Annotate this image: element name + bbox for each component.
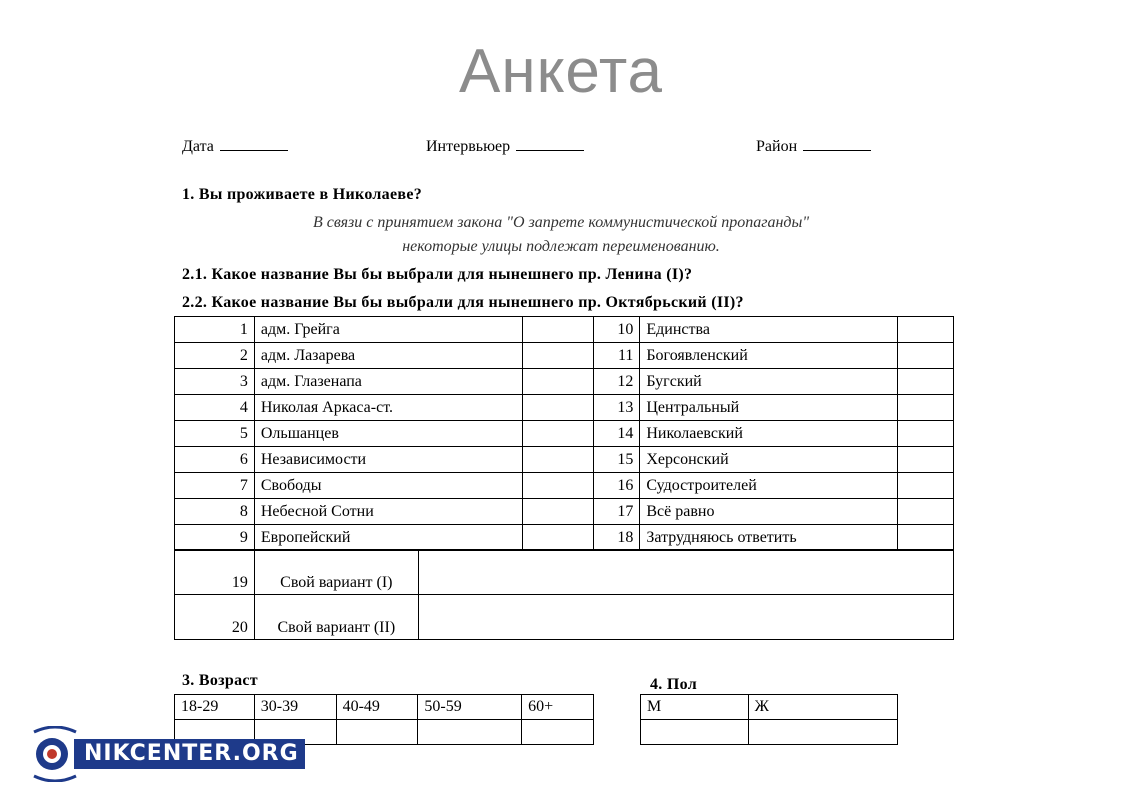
table-row: [175, 369, 954, 395]
age-option: 50-59: [418, 695, 522, 720]
option-number: 2: [175, 343, 255, 369]
sex-labels-row: [641, 695, 898, 720]
table-row: [175, 595, 954, 640]
own-option-input[interactable]: [418, 550, 953, 595]
question-2-2: 2.2. Какое название Вы бы выбрали для нынешнего пр. Октябрьский (II)?: [182, 294, 744, 311]
option-answer-cell[interactable]: [522, 395, 594, 421]
option-label: адм. Грейга: [254, 317, 522, 343]
interviewer-label: Интервьюер: [426, 138, 511, 155]
table-row: [175, 550, 954, 595]
option-number: 1: [175, 317, 255, 343]
option-answer-cell[interactable]: [522, 473, 594, 499]
sex-answer-row: [641, 720, 898, 745]
option-answer-cell[interactable]: [522, 343, 594, 369]
district-blank[interactable]: [803, 134, 871, 151]
option-label: Свой вариант (II): [254, 595, 418, 640]
table-row: [175, 447, 954, 473]
nikcenter-logo: [30, 726, 305, 782]
option-number: 5: [175, 421, 255, 447]
option-number: 18: [594, 525, 640, 551]
option-answer-cell[interactable]: [522, 525, 594, 551]
option-label: Центральный: [640, 395, 898, 421]
age-answer-cell[interactable]: [522, 720, 594, 745]
table-row: [175, 421, 954, 447]
option-answer-cell[interactable]: [898, 473, 954, 499]
question-2-1: 2.1. Какое название Вы бы выбрали для нынешнего пр. Ленина (I)?: [182, 266, 693, 283]
option-label: Херсонский: [640, 447, 898, 473]
option-answer-cell[interactable]: [522, 317, 594, 343]
age-option: 60+: [522, 695, 594, 720]
age-option: 18-29: [175, 695, 255, 720]
sex-answer-cell[interactable]: [641, 720, 749, 745]
option-answer-cell[interactable]: [522, 369, 594, 395]
own-options-table: [174, 549, 954, 640]
age-answer-cell[interactable]: [418, 720, 522, 745]
option-answer-cell[interactable]: [898, 395, 954, 421]
table-row: [175, 525, 954, 551]
option-answer-cell[interactable]: [522, 421, 594, 447]
option-number: 8: [175, 499, 255, 525]
option-label: Николаевский: [640, 421, 898, 447]
sex-option-male: М: [641, 695, 749, 720]
option-label: Единства: [640, 317, 898, 343]
option-number: 17: [594, 499, 640, 525]
option-label: Всё равно: [640, 499, 898, 525]
option-label: Судостроителей: [640, 473, 898, 499]
table-row: [175, 473, 954, 499]
interviewer-field: [426, 134, 584, 156]
street-options-table: [174, 316, 954, 551]
option-number: 3: [175, 369, 255, 395]
page-title: Анкета: [458, 37, 664, 106]
table-row: [175, 317, 954, 343]
option-answer-cell[interactable]: [898, 369, 954, 395]
option-label: адм. Глазенапа: [254, 369, 522, 395]
date-field: [182, 134, 288, 156]
option-answer-cell[interactable]: [522, 499, 594, 525]
option-number: 16: [594, 473, 640, 499]
option-number: 15: [594, 447, 640, 473]
option-number: 4: [175, 395, 255, 421]
option-label: Европейский: [254, 525, 522, 551]
district-label: Район: [756, 138, 798, 155]
option-number: 12: [594, 369, 640, 395]
date-blank[interactable]: [220, 134, 288, 151]
option-number: 20: [175, 595, 255, 640]
age-option: 40-49: [336, 695, 418, 720]
interviewer-blank[interactable]: [516, 134, 584, 151]
age-labels-row: [175, 695, 594, 720]
own-option-input[interactable]: [418, 595, 953, 640]
option-answer-cell[interactable]: [898, 525, 954, 551]
option-number: 11: [594, 343, 640, 369]
option-label: Небесной Сотни: [254, 499, 522, 525]
question-4: 4. Пол: [650, 676, 698, 693]
logo-text: NIKCENTER.ORG: [74, 739, 305, 769]
note-line-1: В связи с принятием закона "О запрете коммунистической пропаганды": [312, 214, 810, 231]
option-number: 9: [175, 525, 255, 551]
option-label: Свой вариант (I): [254, 550, 418, 595]
question-3: 3. Возраст: [182, 672, 258, 689]
option-label: Затрудняюсь ответить: [640, 525, 898, 551]
option-number: 13: [594, 395, 640, 421]
option-label: Ольшанцев: [254, 421, 522, 447]
sex-option-female: Ж: [748, 695, 897, 720]
note-line-2: некоторые улицы подлежат переименованию.: [402, 238, 720, 255]
option-answer-cell[interactable]: [522, 447, 594, 473]
option-label: Богоявленский: [640, 343, 898, 369]
table-row: [175, 395, 954, 421]
logo-emblem-icon: [30, 726, 80, 782]
option-number: 14: [594, 421, 640, 447]
age-answer-cell[interactable]: [336, 720, 418, 745]
option-label: Николая Аркаса-ст.: [254, 395, 522, 421]
sex-table: [640, 694, 898, 745]
table-row: [175, 343, 954, 369]
table-row: [175, 499, 954, 525]
question-1: 1. Вы проживаете в Николаеве?: [182, 186, 423, 203]
option-answer-cell[interactable]: [898, 343, 954, 369]
option-answer-cell[interactable]: [898, 317, 954, 343]
date-label: Дата: [182, 138, 214, 155]
option-answer-cell[interactable]: [898, 421, 954, 447]
option-label: Свободы: [254, 473, 522, 499]
option-number: 7: [175, 473, 255, 499]
option-number: 6: [175, 447, 255, 473]
option-number: 10: [594, 317, 640, 343]
sex-answer-cell[interactable]: [748, 720, 897, 745]
option-label: Независимости: [254, 447, 522, 473]
option-label: адм. Лазарева: [254, 343, 522, 369]
option-label: Бугский: [640, 369, 898, 395]
option-number: 19: [175, 550, 255, 595]
option-answer-cell[interactable]: [898, 447, 954, 473]
district-field: [756, 134, 871, 156]
option-answer-cell[interactable]: [898, 499, 954, 525]
age-option: 30-39: [254, 695, 336, 720]
